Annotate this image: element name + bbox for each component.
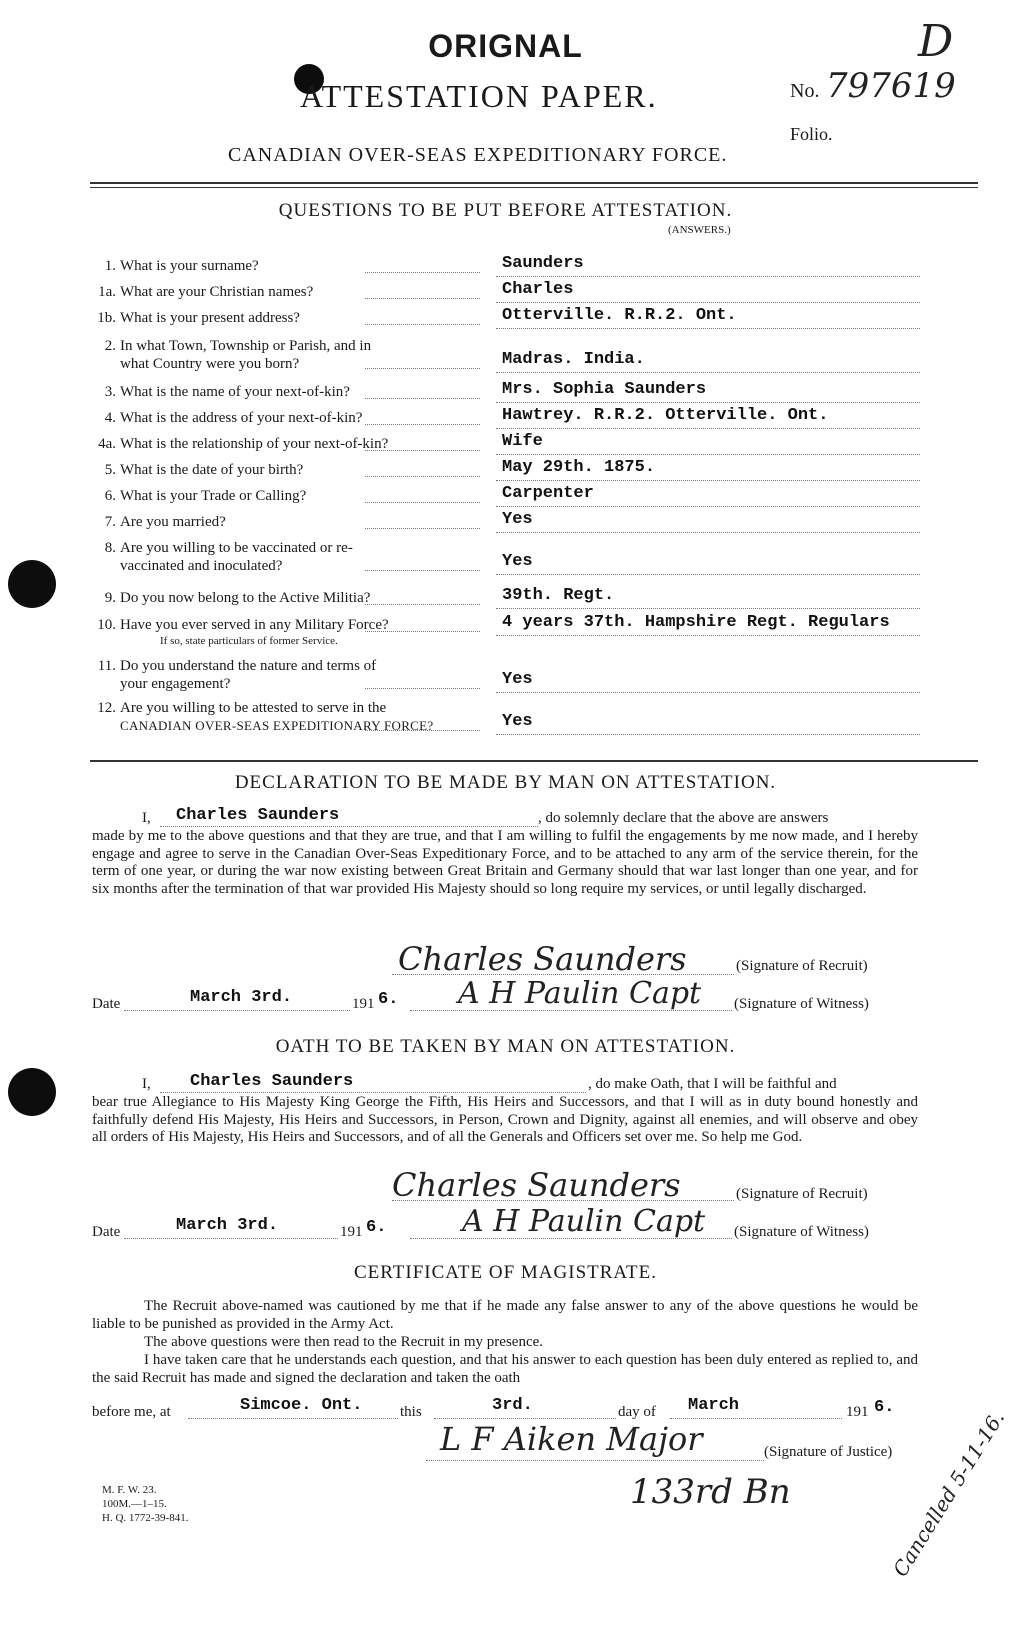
question-leader xyxy=(365,324,480,325)
oath-name-rule xyxy=(160,1092,586,1093)
folio-label: Folio. xyxy=(790,124,833,144)
oath-year-suffix: 6. xyxy=(366,1218,387,1237)
certificate-place-rule xyxy=(188,1418,398,1419)
declaration-date-value: March 3rd. xyxy=(190,988,293,1007)
answer-value: Yes xyxy=(502,670,533,689)
declaration-date-rule xyxy=(124,1010,350,1011)
question-leader xyxy=(365,502,480,503)
answer-rule xyxy=(496,506,920,507)
question-text: What is your Trade or Calling? xyxy=(120,488,307,504)
question-number: 6. xyxy=(104,488,116,504)
force-title: CANADIAN OVER-SEAS EXPEDITIONARY FORCE. xyxy=(228,144,728,166)
certificate-before-label: before me, at xyxy=(92,1404,171,1420)
answer-rule xyxy=(496,328,920,329)
question-number: 1a. xyxy=(98,284,116,300)
question-number: 4. xyxy=(104,410,116,426)
answer-rule xyxy=(496,608,920,609)
oath-date-rule xyxy=(124,1238,338,1239)
header-divider xyxy=(90,182,978,188)
certificate-paragraph-1: The Recruit above-named was cautioned by me that if he made any false answer to any of the above questions he would be liable to be punished as provided in the Army Act. xyxy=(92,1298,918,1332)
declaration-name-rule xyxy=(160,826,538,827)
hq-reference: H. Q. 1772-39-841. xyxy=(102,1512,189,1524)
question-number: 4a. xyxy=(98,436,116,452)
question-leader xyxy=(365,298,480,299)
certificate-place: Simcoe. Ont. xyxy=(240,1396,363,1415)
answer-value: Madras. India. xyxy=(502,350,645,369)
answer-value: Yes xyxy=(502,510,533,529)
question-text: What is the date of your birth? xyxy=(120,462,304,478)
question-number: 12. xyxy=(97,700,116,716)
question-number: 1b. xyxy=(97,310,116,326)
question-text: Have you ever served in any Military Force? xyxy=(120,617,389,633)
question-text: What are your Christian names? xyxy=(120,284,314,300)
question-leader xyxy=(365,398,480,399)
declaration-recruit-signature: Charles Saunders xyxy=(398,940,687,978)
answer-value: Hawtrey. R.R.2. Otterville. Ont. xyxy=(502,406,829,425)
question-text: What is your surname? xyxy=(120,258,259,274)
form-code: M. F. W. 23. xyxy=(102,1484,157,1496)
question-leader xyxy=(365,368,480,369)
question-number: 3. xyxy=(104,384,116,400)
document-title: ATTESTATION PAPER. xyxy=(300,78,658,114)
oath-heading: OATH TO BE TAKEN BY MAN ON ATTESTATION. xyxy=(275,1036,736,1057)
answer-value: Saunders xyxy=(502,254,584,273)
oath-recruit-signature-rule xyxy=(392,1200,734,1201)
declaration-date-label: Date xyxy=(92,996,121,1012)
question-number: 10. xyxy=(97,617,116,633)
question-number: 8. xyxy=(104,540,116,556)
declaration-text-line1: , do solemnly declare that the above are answers xyxy=(538,810,829,826)
question-number: 2. xyxy=(104,338,116,354)
answer-value: 4 years 37th. Hampshire Regt. Regulars xyxy=(502,613,890,632)
question-text-continued: your engagement? xyxy=(120,676,231,692)
answer-value: Charles xyxy=(502,280,574,299)
question-leader xyxy=(365,688,480,689)
certificate-month-rule xyxy=(670,1418,842,1419)
declaration-year-prefix: 191 xyxy=(352,996,375,1012)
answer-rule xyxy=(496,692,920,693)
oath-text: bear true Allegiance to His Majesty King George the Fifth, His Heirs and Successors, and that I will as in duty bound honestly and faithfully defend His Majesty, His Heirs and Successors, in Person, Crown and Dignity, against all enemies, and will observe and obey all orders of His Majesty, His Heirs and Successors, and of all the Generals and Officers set over me. So help me God. xyxy=(92,1094,918,1145)
question-leader xyxy=(365,272,480,273)
answer-value: Wife xyxy=(502,432,543,451)
oath-date-label: Date xyxy=(92,1224,121,1240)
questions-heading: QUESTIONS TO BE PUT BEFORE ATTESTATION. xyxy=(278,200,733,221)
question-text: Are you willing to be vaccinated or re- xyxy=(120,540,353,556)
oath-text-line1: , do make Oath, that I will be faithful and xyxy=(588,1076,837,1092)
answer-rule xyxy=(496,532,920,533)
certificate-year-prefix: 191 xyxy=(846,1404,869,1420)
answer-rule xyxy=(496,635,920,636)
declaration-recruit-label: (Signature of Recruit) xyxy=(736,958,868,974)
question-leader xyxy=(365,631,480,632)
certificate-paragraph-3: I have taken care that he understands each question, and that his answer to each question has been duly entered as replied to, and the said Recruit has made and signed the declaration and taken the oath xyxy=(92,1352,918,1386)
original-stamp: ORIGNAL xyxy=(428,28,583,64)
declaration-recruit-name: Charles Saunders xyxy=(176,806,340,825)
declaration-heading: DECLARATION TO BE MADE BY MAN ON ATTESTATION. xyxy=(234,772,777,793)
number-label: No. xyxy=(790,80,820,102)
declaration-witness-label: (Signature of Witness) xyxy=(734,996,869,1012)
oath-date-value: March 3rd. xyxy=(176,1216,279,1235)
question-number: 7. xyxy=(104,514,116,530)
question-text: What is the address of your next-of-kin? xyxy=(120,410,363,426)
oath-witness-label: (Signature of Witness) xyxy=(734,1224,869,1240)
answer-value: Carpenter xyxy=(502,484,594,503)
justice-label: (Signature of Justice) xyxy=(764,1444,893,1460)
declaration-recruit-signature-rule xyxy=(392,974,734,975)
answer-rule xyxy=(496,574,920,575)
question-leader xyxy=(365,450,480,451)
question-text: Do you understand the nature and terms of xyxy=(120,658,377,674)
question-text: What is your present address? xyxy=(120,310,300,326)
answer-rule xyxy=(496,276,920,277)
answer-value: Yes xyxy=(502,712,533,731)
battalion-note: 133rd Bn xyxy=(630,1472,791,1512)
certificate-this-label: this xyxy=(400,1404,422,1420)
question-text: What is the name of your next-of-kin? xyxy=(120,384,350,400)
punch-hole-middle xyxy=(8,560,56,608)
answer-rule xyxy=(496,480,920,481)
answer-value: Yes xyxy=(502,552,533,571)
answer-rule xyxy=(496,428,920,429)
answer-value: Otterville. R.R.2. Ont. xyxy=(502,306,737,325)
answer-rule xyxy=(496,372,920,373)
question-number: 1. xyxy=(104,258,116,274)
question-text: Are you married? xyxy=(120,514,226,530)
oath-recruit-signature: Charles Saunders xyxy=(392,1166,681,1204)
oath-witness-signature: A H Paulin Capt xyxy=(462,1204,706,1239)
print-run: 100M.—1–15. xyxy=(102,1498,167,1510)
certificate-day-of-label: day of xyxy=(618,1404,656,1420)
answer-value: May 29th. 1875. xyxy=(502,458,656,477)
punch-hole-lower xyxy=(8,1068,56,1116)
question-leader xyxy=(365,730,480,731)
regimental-number: 797619 xyxy=(826,66,956,106)
oath-year-prefix: 191 xyxy=(340,1224,363,1240)
certificate-year-suffix: 6. xyxy=(874,1398,895,1417)
certificate-paragraph-2: The above questions were then read to the Recruit in my presence. xyxy=(144,1334,544,1350)
oath-witness-rule xyxy=(410,1238,732,1239)
question-text-continued: vaccinated and inoculated? xyxy=(120,558,283,574)
certificate-heading: CERTIFICATE OF MAGISTRATE. xyxy=(353,1262,657,1283)
question-leader xyxy=(365,570,480,571)
question-leader xyxy=(365,424,480,425)
question-text: What is the relationship of your next-of-kin? xyxy=(120,436,389,452)
question-leader xyxy=(365,604,480,605)
answers-label: (ANSWERS.) xyxy=(668,224,731,236)
cancelled-margin-note: Cancelled 5-11-16. xyxy=(888,1406,1010,1581)
questions-divider xyxy=(90,760,978,762)
question-note: If so, state particulars of former Service. xyxy=(160,635,338,647)
question-number: 5. xyxy=(104,462,116,478)
certificate-month: March xyxy=(688,1396,740,1415)
question-text-continued: CANADIAN OVER-SEAS EXPEDITIONARY FORCE? xyxy=(120,718,434,733)
question-leader xyxy=(365,528,480,529)
declaration-witness-rule xyxy=(410,1010,732,1011)
justice-signature-rule xyxy=(426,1460,764,1461)
oath-recruit-label: (Signature of Recruit) xyxy=(736,1186,868,1202)
certificate-day-rule xyxy=(434,1418,616,1419)
question-text: Do you now belong to the Active Militia? xyxy=(120,590,371,606)
answer-rule xyxy=(496,302,920,303)
answer-rule xyxy=(496,454,920,455)
answer-value: Mrs. Sophia Saunders xyxy=(502,380,707,399)
declaration-witness-signature: A H Paulin Capt xyxy=(458,976,702,1011)
oath-recruit-name: Charles Saunders xyxy=(190,1072,354,1091)
answer-rule xyxy=(496,734,920,735)
certificate-day: 3rd. xyxy=(492,1396,533,1415)
justice-signature: L F Aiken Major xyxy=(440,1420,703,1458)
answer-value: 39th. Regt. xyxy=(502,586,615,605)
oath-i-label: I, xyxy=(142,1076,151,1092)
question-number: 11. xyxy=(97,658,116,674)
question-leader xyxy=(365,476,480,477)
declaration-i-label: I, xyxy=(142,810,151,826)
declaration-year-suffix: 6. xyxy=(378,990,399,1009)
corner-mark: D xyxy=(918,16,954,67)
declaration-text: made by me to the above questions and that they are true, and that I am willing to fulfil the engagements by me now made, and I hereby engage and agree to serve in the Canadian Over-Seas Expeditionary Force, and to be attached to any arm of the service therein, for the term of one year, or during the war now existing between Great Britain and Germany should that war last longer than one year, and for six months after the termination of that war provided His Majesty should so long require my services, or until legally discharged. xyxy=(92,828,918,897)
question-text: Are you willing to be attested to serve in the xyxy=(120,700,387,716)
answer-rule xyxy=(496,402,920,403)
question-text: In what Town, Township or Parish, and in xyxy=(120,338,372,354)
question-number: 9. xyxy=(104,590,116,606)
question-text-continued: what Country were you born? xyxy=(120,356,300,372)
